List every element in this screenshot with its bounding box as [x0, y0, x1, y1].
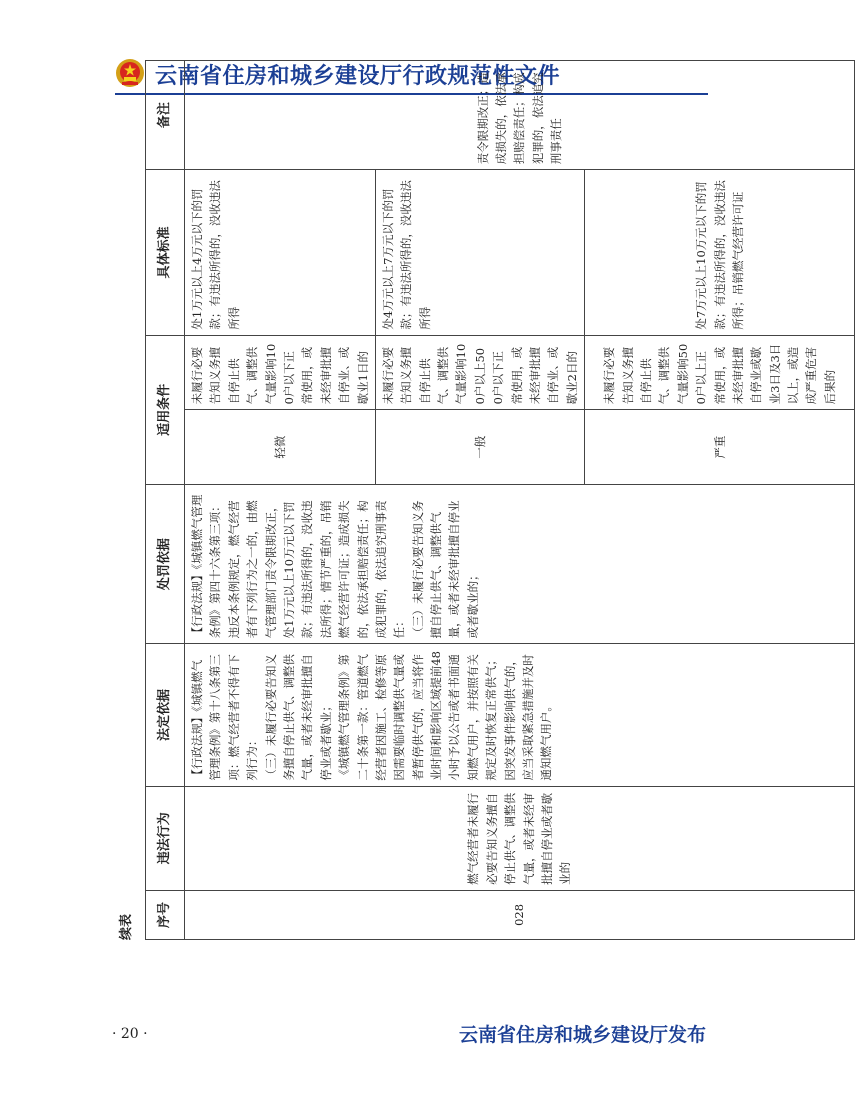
- punish-basis-para: 【行政法规】《城镇燃气管理条例》第四十六条第三项：违反本条例规定，燃气经营者有下列行为之一的，由燃气管理部门责令限期改正，处1万元以上10万元以下罚款；有违法所得的，没收违法所得；情节严重的，吊销燃气经营许可证；造成损失的，依法承担赔偿责任；构成犯罪的，依法追究刑事责任：: [190, 494, 407, 639]
- rotated-table-region: [119, 60, 837, 940]
- cell-remark: 责令限期改正；造成损失的，依法承担赔偿责任；构成犯罪的，依法追究刑事责任: [185, 61, 855, 170]
- cell-condition-severe: 未履行必要告知义务擅自停止供气、调整供气量影响500户以上正常使用，或未经审批擅自停业或歇业3日及3日以上，或造成严重危害后果的: [585, 335, 855, 410]
- cell-standard-severe: 处7万元以上10万元以下的罚款；有违法所得的，没收违法所得；吊销燃气经营许可证: [585, 170, 855, 335]
- header-legal-basis: 法定依据: [146, 644, 185, 786]
- cell-standard-minor: 处1万元以上4万元以下的罚款；有违法所得的，没收违法所得: [185, 170, 376, 335]
- header-act: 违法行为: [146, 786, 185, 890]
- cell-standard-general: 处4万元以上7万元以下的罚款；有违法所得的，没收违法所得: [375, 170, 584, 335]
- header-condition: 适用条件: [146, 335, 185, 484]
- footer-publisher: 云南省住房和城乡建设厅发布: [458, 1024, 706, 1046]
- cell-condition-general: 未履行必要告知义务擅自停止供气、调整供气量影响100户以上500户以下正常使用，或未经审批擅自停业、或歇业2日的: [375, 335, 584, 410]
- header-title: 云南省住房和城乡建设厅行政规范性文件: [155, 64, 561, 89]
- header-standard: 具体标准: [146, 170, 185, 335]
- continued-label: 续表: [119, 913, 134, 940]
- header-seq: 序号: [146, 890, 185, 939]
- cell-level-severe: 严重: [585, 410, 855, 485]
- legal-basis-para: 【行政法规】《城镇燃气管理条例》第十八条第三项：燃气经营者不得有下列行为：: [190, 654, 260, 781]
- legal-basis-para: （三）未履行必要告知义务擅自停止供气、调整供气量，或者未经审批擅自停业或者歇业；: [263, 654, 333, 781]
- header-punish-basis: 处罚依据: [146, 484, 185, 643]
- legal-basis-para: 《城镇燃气管理条例》第二十条第一款：管道燃气经营者因施工、检修等原因需要临时调整供气量或者暂停供气的，应当将作业时间和影响区域提前48小时予以公告或者书面通知燃气用户，并按照有关规定及时恢复正常供气；因突发事件影响供气的，应当采取紧急措施并及时通知燃气用户。: [337, 651, 554, 781]
- cell-punish-basis: [185, 484, 855, 643]
- national-emblem-icon: [115, 58, 145, 88]
- cell-level-general: 一般: [375, 410, 584, 485]
- page-number: · 20 ·: [112, 1026, 148, 1042]
- cell-legal-basis: [185, 644, 855, 786]
- cell-level-minor: 轻微: [185, 410, 376, 485]
- cell-seq: 028: [185, 890, 855, 939]
- table-row: [185, 61, 376, 940]
- header-remark: 备注: [146, 61, 185, 170]
- table-header-row: [146, 61, 185, 940]
- penalty-table: [145, 60, 855, 940]
- cell-condition-minor: 未履行必要告知义务擅自停止供气、调整供气量影响100户以下正常使用，或未经审批擅自停业、或歇业1日的: [185, 335, 376, 410]
- cell-act: 燃气经营者未履行必要告知义务擅自停止供气、调整供气量，或者未经审批擅自停业或者歇业的: [185, 786, 855, 890]
- punish-basis-para: （三）未履行必要告知义务擅自停止供气、调整供气量，或者未经审批擅自停业或者歇业的；: [410, 500, 480, 639]
